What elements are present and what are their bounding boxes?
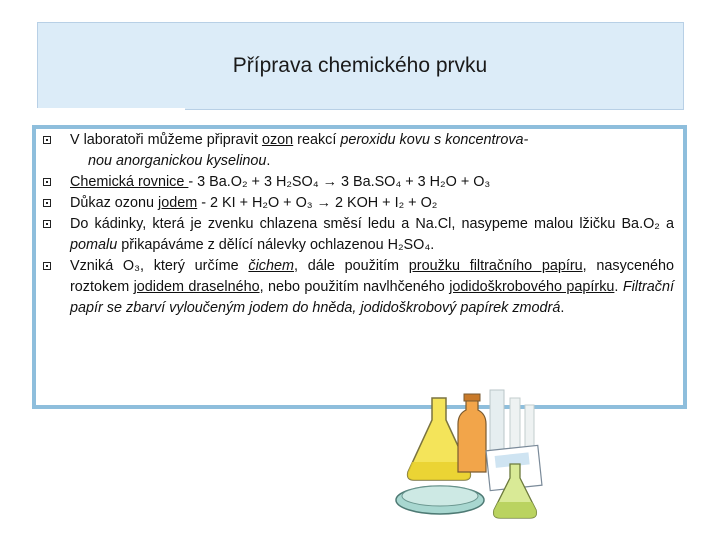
text-run: . xyxy=(560,300,565,316)
square-bullet-icon xyxy=(43,199,51,207)
square-bullet-icon xyxy=(43,220,51,228)
text-run: - 2 KI + H₂O + O₃ → 2 KOH + I₂ + O₂ xyxy=(197,195,438,211)
bullet-text xyxy=(70,132,528,169)
list-item xyxy=(40,214,674,256)
bullet-text xyxy=(70,258,674,316)
list-item xyxy=(40,256,674,319)
text-run: pomalu xyxy=(70,237,118,253)
list-item xyxy=(40,193,674,214)
text-run: Chemická rovnice xyxy=(70,174,189,190)
text-run: - 3 Ba.O₂ + 3 H₂SO₄ → 3 Ba.SO₄ + 3 H₂O + O₃ xyxy=(188,174,491,190)
title-banner-accent xyxy=(37,108,185,110)
text-run: , nebo použitím navlhčeného xyxy=(259,279,450,295)
text-run: proužku filtračního papíru xyxy=(408,258,583,274)
text-run: . xyxy=(266,153,271,169)
text-run: Filtrační papír se zbarví vyloučeným jodem do hněda, jodidoškrobový papírek zmodrá xyxy=(70,279,674,316)
text-run: jodidem draselného xyxy=(133,279,260,295)
text-run: čichem xyxy=(248,258,294,274)
text-run: , nasyceného roztokem xyxy=(70,258,675,295)
page-title: Příprava chemického prvku xyxy=(232,54,488,77)
text-run: nou anorganickou kyselinou xyxy=(88,153,267,169)
laboratory-glassware-icon xyxy=(370,380,560,530)
text-run: ozon xyxy=(261,132,294,148)
square-bullet-icon xyxy=(43,136,51,144)
square-bullet-icon xyxy=(43,178,51,186)
text-run: přikapáváme z dělící nálevky ochlazenou H₂SO₄. xyxy=(117,237,435,253)
list-item xyxy=(40,130,674,172)
text-run: reakcí xyxy=(293,132,341,148)
bullet-text xyxy=(70,216,674,253)
square-bullet-icon xyxy=(43,262,51,270)
list-item xyxy=(40,172,674,193)
orange-bottle-icon xyxy=(458,400,486,472)
text-run: peroxidu kovu s koncentrova- xyxy=(340,132,529,148)
text-run: V laboratoři můžeme připravit xyxy=(70,132,262,148)
bullet-text xyxy=(70,174,490,190)
text-run: , dále použitím xyxy=(293,258,409,274)
text-run: Vzniká O₃, který určíme xyxy=(70,258,249,274)
bullet-text xyxy=(70,195,437,211)
bullet-list xyxy=(40,130,674,319)
text-run: jodem xyxy=(158,195,198,211)
text-run: Důkaz ozonu xyxy=(70,195,158,211)
text-run: jodidoškrobového papírku xyxy=(449,279,615,295)
text-run: . xyxy=(614,279,623,295)
text-run: Do kádinky, která je zvenku chlazena směsí ledu a Na.Cl, nasypeme malou lžičku Ba.O₂ a xyxy=(70,216,674,232)
